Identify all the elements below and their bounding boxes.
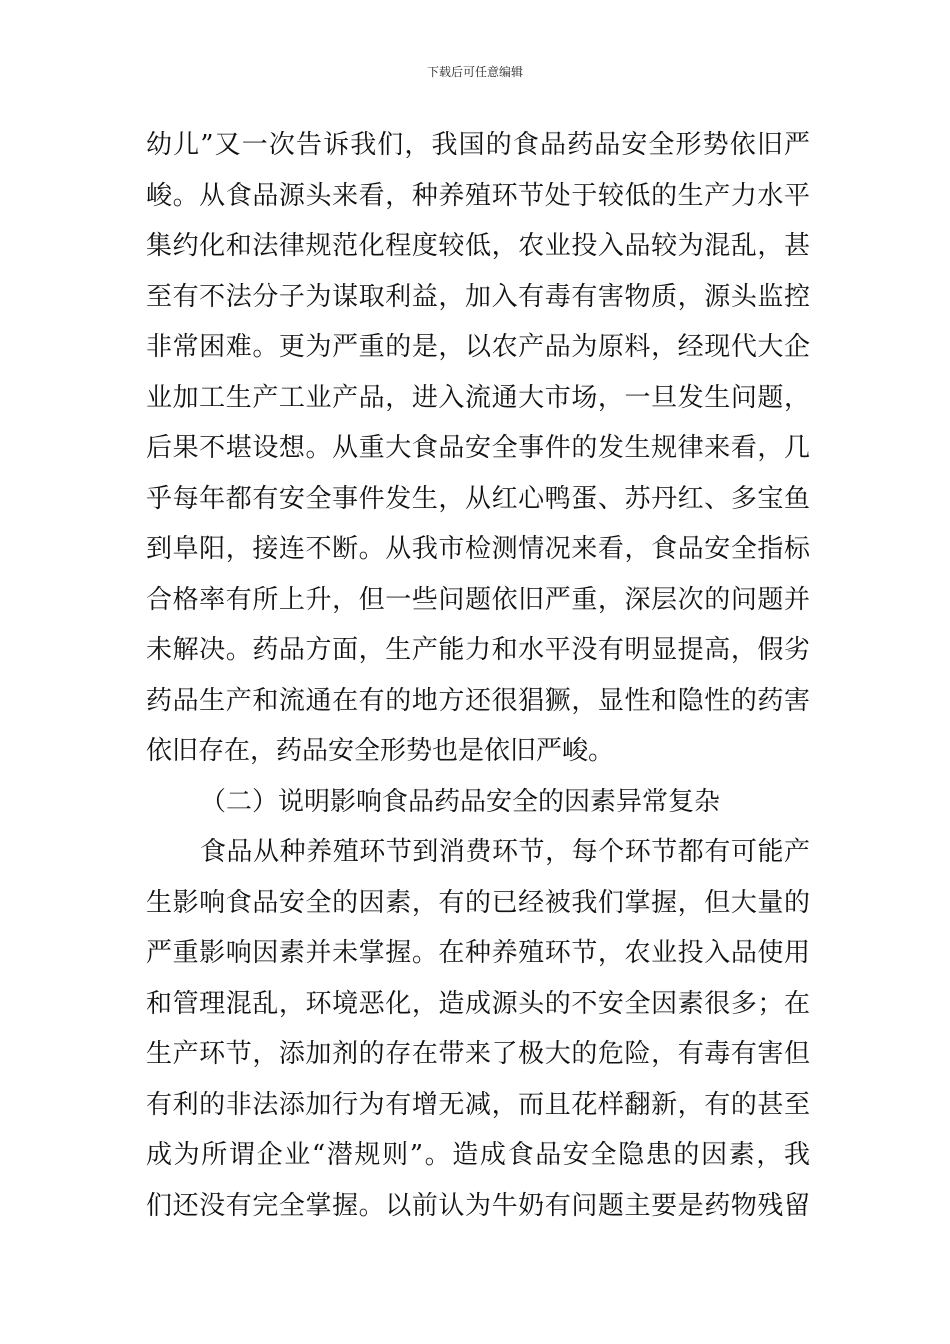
- text-line: 和管理混乱，环境恶化，造成源头的不安全因素很多；在: [146, 988, 810, 1019]
- text-line: 们还没有完全掌握。以前认为牛奶有问题主要是药物残留: [146, 1190, 810, 1221]
- text-line: 药品生产和流通在有的地方还很猖獗，显性和隐性的药害: [146, 685, 810, 716]
- text-line: 至有不法分子为谋取利益，加入有毒有害物质，源头监控: [146, 281, 810, 312]
- text-line: 生影响食品安全的因素，有的已经被我们掌握，但大量的: [146, 887, 810, 918]
- text-line: 食品从种养殖环节到消费环节，每个环节都有可能产: [200, 837, 810, 867]
- text-line: 乎每年都有安全事件发生，从红心鸭蛋、苏丹红、多宝鱼: [146, 483, 810, 514]
- text-line: 峻。从食品源头来看，种养殖环节处于较低的生产力水平: [146, 180, 810, 211]
- text-line: 有利的非法添加行为有增无减，而且花样翻新，有的甚至: [146, 1089, 810, 1120]
- text-line: 合格率有所上升，但一些问题依旧严重，深层次的问题并: [146, 584, 810, 615]
- text-line: 集约化和法律规范化程度较低，农业投入品较为混乱，甚: [146, 231, 810, 261]
- text-line: 业加工生产工业产品，进入流通大市场，一旦发生问题，: [146, 382, 810, 413]
- page-header-note: 下载后可任意编辑: [426, 65, 523, 79]
- text-line: 依旧存在，药品安全形势也是依旧严峻。: [146, 736, 615, 766]
- text-line: 未解决。药品方面，生产能力和水平没有明显提高，假劣: [146, 635, 810, 665]
- text-line: 成为所谓企业“潜规则”。造成食品安全隐患的因素，我: [146, 1140, 810, 1170]
- text-line: 非常困难。更为严重的是，以农产品为原料，经现代大企: [146, 332, 810, 362]
- text-line: 生产环节，添加剂的存在带来了极大的危险，有毒有害但: [146, 1039, 810, 1069]
- text-line: 到阜阳，接连不断。从我市检测情况来看，食品安全指标: [146, 534, 810, 564]
- text-line: 幼儿”又一次告诉我们，我国的食品药品安全形势依旧严: [146, 130, 810, 160]
- section-heading: （二）说明影响食品药品安全的因素异常复杂: [200, 786, 721, 817]
- document-body: [146, 120, 810, 1231]
- text-line: 严重影响因素并未掌握。在种养殖环节，农业投入品使用: [146, 938, 810, 968]
- text-line: 后果不堪设想。从重大食品安全事件的发生规律来看，几: [146, 433, 810, 463]
